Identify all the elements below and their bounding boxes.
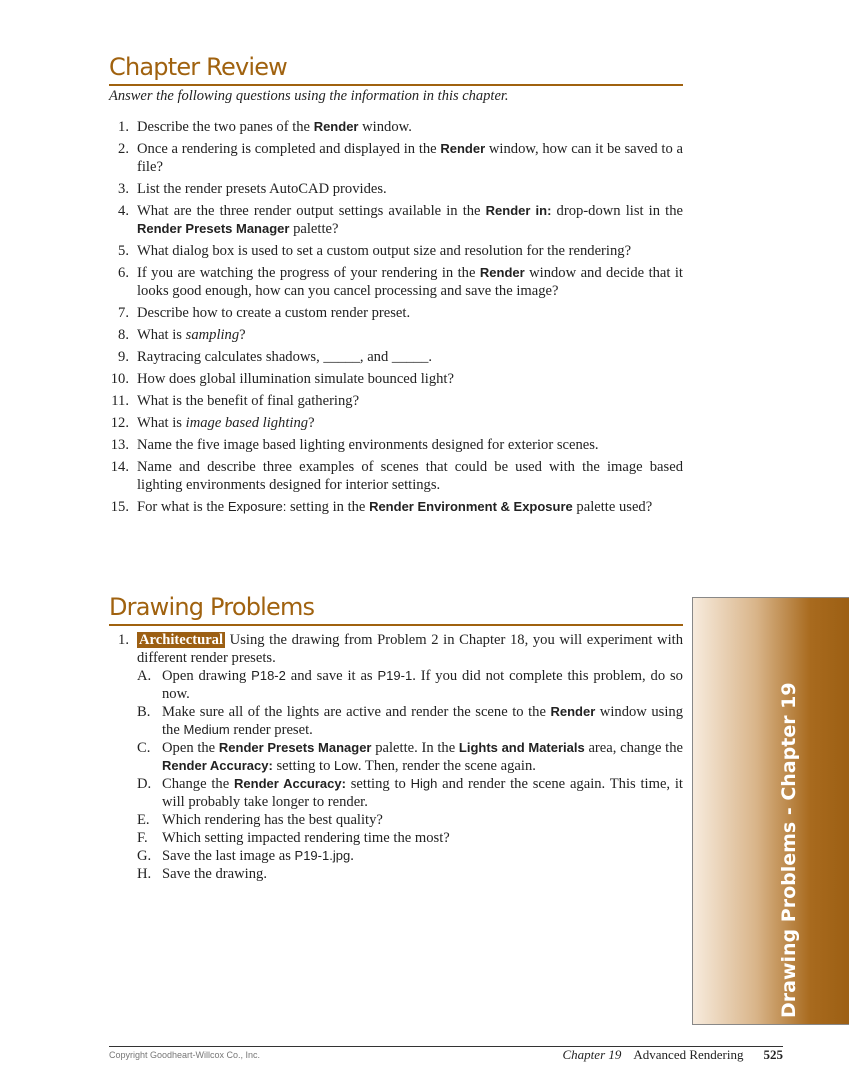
review-question (109, 202, 683, 238)
review-questions (109, 118, 683, 520)
text-segment: Open the (162, 740, 219, 756)
review-question (109, 498, 683, 516)
page-number: 525 (763, 1047, 783, 1062)
text-segment: palette used? (572, 499, 653, 515)
review-question (109, 392, 683, 410)
text-segment: Name and describe three examples of scenes that could be used with the image based lighting environments designed for interior settings. (137, 459, 683, 493)
text-segment: Raytracing calculates shadows, _____, and _____. (137, 349, 433, 365)
review-question (109, 348, 683, 366)
text-segment: Which rendering has the best quality? (162, 812, 383, 828)
question-number: 14. (110, 459, 129, 475)
text-segment: ? (308, 415, 315, 431)
text-segment: Render Presets Manager (137, 221, 290, 236)
review-question (109, 370, 683, 388)
text-segment: What are the three render output settings available in the (137, 203, 486, 219)
text-segment: image based lighting (185, 415, 309, 431)
text-segment: and save it as (285, 668, 378, 684)
question-number: 3. (118, 181, 129, 197)
text-segment: . (350, 848, 354, 864)
review-question (109, 304, 683, 322)
question-number: 11. (111, 393, 129, 409)
text-segment: Change the (162, 776, 235, 792)
text-segment: Name the five image based lighting environments designed for exterior scenes. (137, 437, 599, 453)
drawing-problems-heading: Drawing Problems (109, 592, 683, 626)
text-segment: Exposure: (227, 499, 287, 514)
problem-step (137, 739, 683, 775)
text-segment: How does global illumination simulate bounced light? (137, 371, 454, 387)
text-segment: Render Accuracy: (234, 776, 346, 791)
text-segment: What is (137, 327, 186, 343)
text-segment: List the render presets AutoCAD provides. (137, 181, 387, 197)
text-segment: Lights and Materials (458, 740, 585, 755)
question-number: 2. (118, 141, 129, 157)
text-segment: Render Accuracy: (162, 758, 273, 773)
chapter-review-heading: Chapter Review (109, 52, 683, 86)
problem-step (137, 667, 683, 703)
question-number: 13. (110, 437, 129, 453)
question-number: 6. (118, 265, 129, 281)
text-segment: Describe how to create a custom render preset. (137, 305, 411, 321)
text-segment: Render (313, 119, 359, 134)
problem-step (137, 775, 683, 811)
question-number: 12. (110, 415, 129, 431)
text-segment: Low (334, 758, 358, 773)
text-segment: . If you did not complete this problem, do so now. (162, 668, 683, 702)
step-letter: B. (137, 704, 151, 720)
text-segment: P19-1.jpg (294, 848, 351, 863)
problem-number: 1. (118, 632, 129, 648)
text-segment: Save the drawing. (162, 866, 267, 882)
text-segment: Make sure all of the lights are active and render the scene to the (162, 704, 551, 720)
question-number: 15. (110, 499, 129, 515)
side-tab (692, 597, 849, 1025)
question-number: 10. (110, 371, 129, 387)
step-letter: H. (137, 866, 152, 882)
text-segment: render preset. (229, 722, 313, 738)
step-letter: D. (137, 776, 152, 792)
text-segment: setting to (345, 776, 411, 792)
footer (109, 1046, 783, 1062)
text-segment: Render in: (485, 203, 552, 218)
text-segment: and render the scene again. This time, it will probably take longer to render. (162, 776, 683, 810)
text-segment: For what is the (137, 499, 228, 515)
review-question (109, 436, 683, 454)
review-question (109, 414, 683, 432)
text-segment: Once a rendering is completed and displayed in the (137, 141, 441, 157)
side-tab-label: Drawing Problems - Chapter 19 (778, 682, 800, 1018)
problem-step (137, 865, 683, 883)
text-segment: Render Presets Manager (218, 740, 372, 755)
text-segment: palette? (289, 221, 339, 237)
text-segment: Render (440, 141, 486, 156)
text-segment: setting in the (286, 499, 370, 515)
review-intro: Answer the following questions using the information in this chapter. (109, 88, 509, 104)
text-segment: window using the (162, 704, 683, 738)
text-segment: Render Environment & Exposure (369, 499, 573, 514)
question-number: 1. (118, 119, 129, 135)
review-question (109, 242, 683, 260)
problem-step (137, 847, 683, 865)
text-segment: ? (239, 327, 246, 343)
step-letter: F. (137, 830, 148, 846)
text-segment: P18-2 (251, 668, 286, 683)
problem-1 (109, 631, 683, 883)
step-letter: G. (137, 848, 152, 864)
footer-title: Advanced Rendering (633, 1047, 744, 1062)
question-number: 5. (118, 243, 129, 259)
problem-step (137, 811, 683, 829)
review-question (109, 118, 683, 136)
text-segment: window. (358, 119, 412, 135)
text-segment: drop-down list in the (551, 203, 683, 219)
problem-step (137, 829, 683, 847)
text-segment: . Then, render the scene again. (357, 758, 536, 774)
text-segment: Save the last image as (162, 848, 295, 864)
text-segment: What is (137, 415, 186, 431)
review-question (109, 180, 683, 198)
text-segment: P19-1 (377, 668, 413, 683)
copyright: Copyright Goodheart-Willcox Co., Inc. (109, 1050, 261, 1060)
review-question (109, 140, 683, 176)
text-segment: window, how can it be saved to a file? (137, 141, 683, 175)
text-segment: High (410, 776, 438, 791)
text-segment: sampling (185, 327, 240, 343)
question-number: 4. (118, 203, 129, 219)
architectural-tag: Architectural (139, 632, 224, 648)
text-segment: window and decide that it looks good enough, how can you cancel processing and save the image? (137, 265, 683, 299)
question-number: 8. (118, 327, 129, 343)
review-question (109, 326, 683, 344)
review-question (109, 264, 683, 300)
text-segment: What is the benefit of final gathering? (137, 393, 360, 409)
text-segment: Open drawing (162, 668, 252, 684)
problem-text: Using the drawing from Problem 2 in Chapter 18, you will experiment with different render presets. (137, 632, 683, 666)
text-segment: Render (550, 704, 596, 719)
footer-chapter: Chapter 19 (562, 1047, 622, 1062)
step-letter: A. (137, 668, 152, 684)
question-number: 9. (118, 349, 129, 365)
text-segment: What dialog box is used to set a custom output size and resolution for the rendering? (137, 243, 632, 259)
review-question (109, 458, 683, 494)
text-segment: Describe the two panes of the (137, 119, 314, 135)
text-segment: palette. In the (371, 740, 459, 756)
text-segment: Which setting impacted rendering time the most? (162, 830, 450, 846)
question-number: 7. (118, 305, 129, 321)
text-segment: If you are watching the progress of your rendering in the (137, 265, 480, 281)
step-letter: E. (137, 812, 150, 828)
text-segment: Render (479, 265, 525, 280)
problem-steps (109, 667, 683, 883)
text-segment: Medium (183, 722, 230, 737)
text-segment: setting to (272, 758, 335, 774)
problem-step (137, 703, 683, 739)
text-segment: area, change the (584, 740, 683, 756)
step-letter: C. (137, 740, 151, 756)
